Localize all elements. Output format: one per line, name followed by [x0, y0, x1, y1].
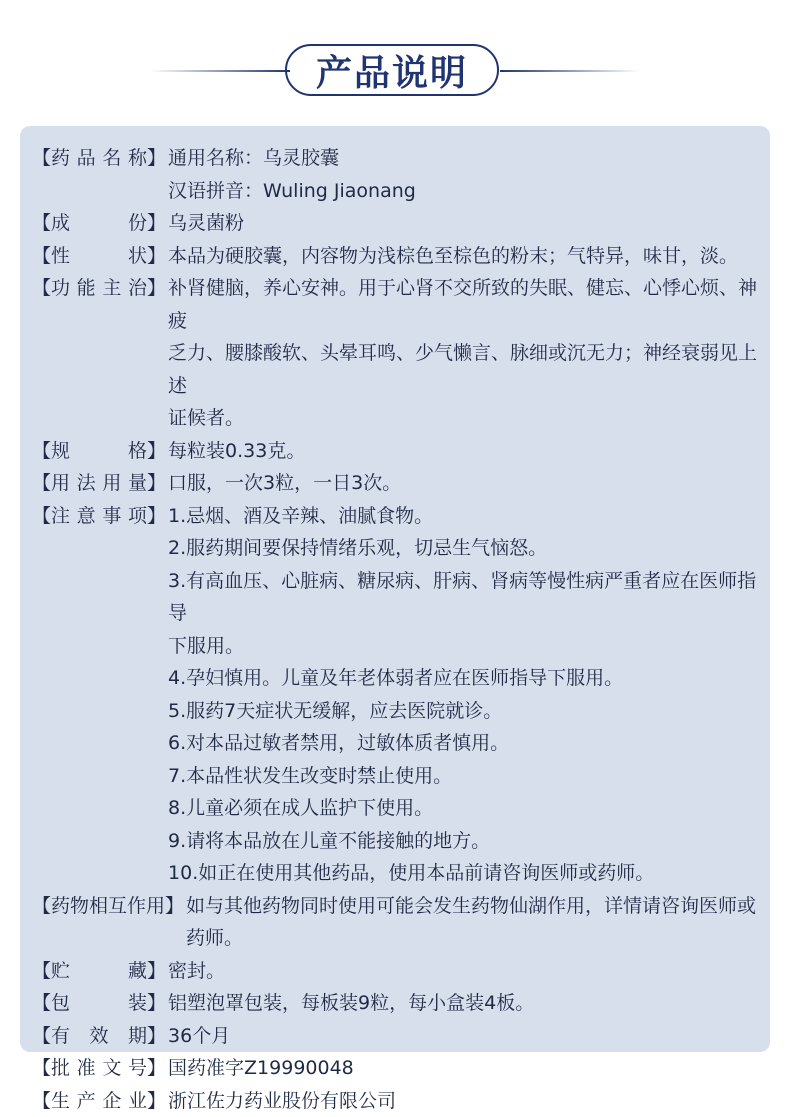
row-label [32, 987, 166, 1020]
value-line: 乏力、腰膝酸软、头晕耳鸣、少气懒言、脉细或沉无力；神经衰弱见上述 [168, 337, 760, 402]
value-line: 乌灵菌粉 [168, 207, 760, 240]
row-value [166, 272, 760, 435]
label-text: 有 效 期 [51, 1020, 147, 1053]
row-label [32, 272, 166, 305]
label-bracket-close: 】 [147, 1052, 166, 1085]
row-label [32, 955, 166, 988]
value-line: 5.服药7天症状无缓解，应去医院就诊。 [168, 695, 760, 728]
value-line: 药师。 [186, 922, 760, 955]
value-line: 口服，一次3粒，一日3次。 [168, 467, 760, 500]
row-value [166, 500, 760, 890]
value-line: 密封。 [168, 955, 760, 988]
value-line: 汉语拼音：Wuling Jiaonang [168, 175, 760, 208]
label-bracket-close: 】 [147, 207, 166, 240]
info-row [32, 272, 760, 435]
label-text: 注 意 事 项 [51, 500, 147, 533]
label-bracket-close: 】 [147, 1020, 166, 1053]
info-row [32, 890, 760, 955]
page-title: 产品说明 [316, 45, 468, 96]
title-divider-right [500, 70, 640, 72]
label-bracket-open: 【 [32, 1085, 51, 1117]
value-line: 7.本品性状发生改变时禁止使用。 [168, 760, 760, 793]
info-row [32, 240, 760, 273]
label-bracket-close: 】 [147, 272, 166, 305]
value-line: 本品为硬胶囊，内容物为浅棕色至棕色的粉末；气特异，味甘，淡。 [168, 240, 760, 273]
title-badge [285, 44, 499, 96]
value-line: 补肾健脑，养心安神。用于心肾不交所致的失眠、健忘、心悸心烦、神疲 [168, 272, 760, 337]
title-divider-left [150, 70, 290, 72]
label-bracket-close: 】 [147, 500, 166, 533]
value-line: 36个月 [168, 1020, 760, 1053]
label-bracket-close: 】 [147, 1085, 166, 1117]
label-text: 性 状 [51, 240, 147, 273]
label-bracket-close: 】 [165, 890, 184, 923]
value-line: 4.孕妇慎用。儿童及年老体弱者应在医师指导下服用。 [168, 662, 760, 695]
row-label [32, 1052, 166, 1085]
row-value [166, 955, 760, 988]
info-row [32, 987, 760, 1020]
row-value [166, 467, 760, 500]
label-bracket-open: 【 [32, 987, 51, 1020]
value-line: 如与其他药物同时使用可能会发生药物仙湖作用，详情请咨询医师或 [186, 890, 760, 923]
label-bracket-open: 【 [32, 500, 51, 533]
label-bracket-open: 【 [32, 467, 51, 500]
label-text: 包 装 [51, 987, 147, 1020]
value-line: 通用名称：乌灵胶囊 [168, 142, 760, 175]
label-text: 批 准 文 号 [51, 1052, 147, 1085]
row-value [166, 435, 760, 468]
row-label [32, 467, 166, 500]
value-line: 6.对本品过敏者禁用，过敏体质者慎用。 [168, 727, 760, 760]
value-line: 8.儿童必须在成人监护下使用。 [168, 792, 760, 825]
value-line: 1.忌烟、酒及辛辣、油腻食物。 [168, 500, 760, 533]
value-line: 每粒装0.33克。 [168, 435, 760, 468]
value-line: 3.有高血压、心脏病、糖尿病、肝病、肾病等慢性病严重者应在医师指导 [168, 565, 760, 630]
value-line: 9.请将本品放在儿童不能接触的地方。 [168, 825, 760, 858]
info-row [32, 500, 760, 890]
info-row [32, 1085, 760, 1117]
label-bracket-close: 】 [147, 955, 166, 988]
label-bracket-open: 【 [32, 1052, 51, 1085]
label-text: 药物相互作用 [51, 890, 165, 923]
label-bracket-open: 【 [32, 955, 51, 988]
label-bracket-close: 】 [147, 240, 166, 273]
info-row [32, 142, 760, 207]
label-text: 规 格 [51, 435, 147, 468]
title-banner [0, 38, 790, 104]
label-bracket-open: 【 [32, 1020, 51, 1053]
label-bracket-close: 】 [147, 435, 166, 468]
info-row [32, 207, 760, 240]
info-row [32, 1052, 760, 1085]
row-value [166, 207, 760, 240]
value-line: 下服用。 [168, 630, 760, 663]
info-row [32, 1020, 760, 1053]
row-label [32, 435, 166, 468]
row-label [32, 890, 184, 923]
row-value [166, 1052, 760, 1085]
label-text: 成 份 [51, 207, 147, 240]
row-label [32, 142, 166, 175]
label-bracket-open: 【 [32, 240, 51, 273]
value-line: 10.如正在使用其他药品，使用本品前请咨询医师或药师。 [168, 857, 760, 890]
value-line: 2.服药期间要保持情绪乐观，切忌生气恼怒。 [168, 532, 760, 565]
label-text: 药 品 名 称 [51, 142, 147, 175]
label-text: 功 能 主 治 [51, 272, 147, 305]
row-value [166, 240, 760, 273]
label-bracket-open: 【 [32, 890, 51, 923]
row-value [166, 1020, 760, 1053]
info-row [32, 435, 760, 468]
label-bracket-close: 】 [147, 987, 166, 1020]
label-bracket-open: 【 [32, 207, 51, 240]
info-row [32, 955, 760, 988]
label-bracket-open: 【 [32, 435, 51, 468]
row-label [32, 500, 166, 533]
info-row [32, 467, 760, 500]
label-bracket-open: 【 [32, 272, 51, 305]
label-text: 生 产 企 业 [51, 1085, 147, 1117]
instructions-panel [20, 126, 770, 1052]
row-label [32, 207, 166, 240]
row-value [184, 890, 760, 955]
row-label [32, 1085, 166, 1117]
row-value [166, 1085, 760, 1117]
value-line: 证候者。 [168, 402, 760, 435]
row-value [166, 142, 760, 207]
label-text: 贮 藏 [51, 955, 147, 988]
row-value [166, 987, 760, 1020]
value-line: 浙江佐力药业股份有限公司 [168, 1085, 760, 1117]
value-line: 铝塑泡罩包装，每板装9粒，每小盒装4板。 [168, 987, 760, 1020]
row-label [32, 240, 166, 273]
instructions-list [32, 142, 760, 1117]
label-bracket-close: 】 [147, 467, 166, 500]
label-text: 用 法 用 量 [51, 467, 147, 500]
row-label [32, 1020, 166, 1053]
label-bracket-open: 【 [32, 142, 51, 175]
value-line: 国药准字Z19990048 [168, 1052, 760, 1085]
label-bracket-close: 】 [147, 142, 166, 175]
